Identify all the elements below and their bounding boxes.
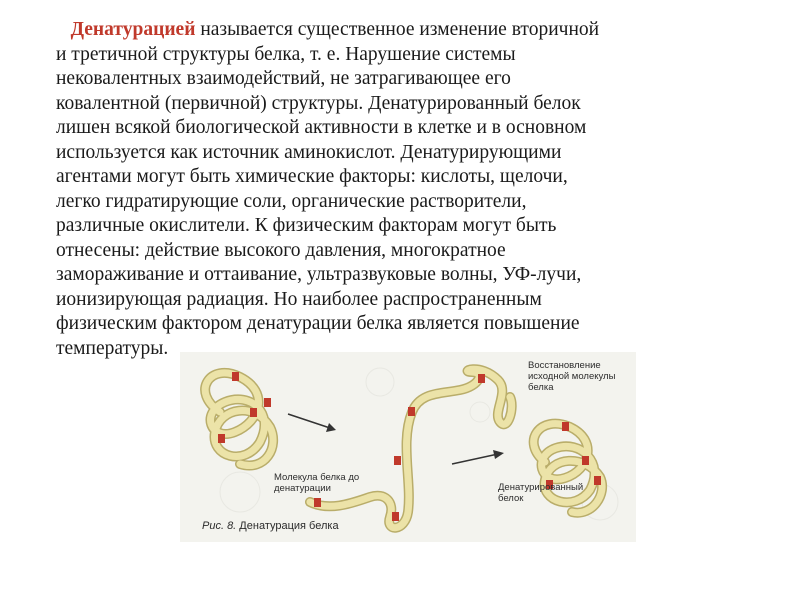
arrow-icon (452, 450, 504, 464)
figure-caption-text: Денатурация белка (236, 520, 339, 532)
paragraph-line: температуры. (56, 337, 169, 359)
figure-caption-number: Рис. 8. (202, 520, 237, 532)
label-native-protein: Молекула белка до денатурации (274, 472, 360, 494)
label-denatured-protein: Денатурированный белок (498, 482, 584, 504)
paragraph-line (56, 18, 756, 43)
denaturation-figure (180, 352, 636, 542)
paragraph-line: отнесены: действие высокого давления, многократное (56, 239, 506, 261)
paragraph-line: ковалентной (первичной) структуры. Денатурированный белок (56, 92, 581, 114)
paragraph-line: используется как источник аминокислот. Денатурирующими (56, 141, 562, 163)
paragraph-line: лишен всякой биологической активности в клетке и в основном (56, 117, 587, 138)
native-protein-icon (205, 372, 273, 466)
denatured-protein-icon (310, 369, 512, 527)
paragraph-line: различные окислители. К физическим факторам могут быть (56, 215, 557, 236)
paragraph-line: нековалентных взаимодействий, не затрагивающее его (56, 68, 511, 89)
figure-caption (202, 520, 339, 532)
label-restored-protein: Восстановление исходной молекулы белка (528, 360, 616, 393)
paragraph-line-1-text: называется существенное изменение вторичной (195, 19, 600, 40)
term-denaturation: Денатурацией (70, 19, 196, 40)
paragraph-line: ионизирующая радиация. Но наиболее распространенным (56, 288, 542, 310)
paragraph-line: и третичной структуры белка, т. е. Нарушение системы (56, 43, 516, 65)
paragraph (56, 18, 756, 361)
paragraph-line: физическим фактором денатурации белка является повышение (56, 313, 580, 334)
paragraph-line: агентами могут быть химические факторы: кислоты, щелочи, (56, 166, 568, 187)
paragraph-line: легко гидратирующие соли, органические растворители, (56, 190, 527, 212)
arrow-icon (288, 414, 336, 432)
paragraph-line: замораживание и оттаивание, ультразвуковые волны, УФ-лучи, (56, 264, 582, 285)
